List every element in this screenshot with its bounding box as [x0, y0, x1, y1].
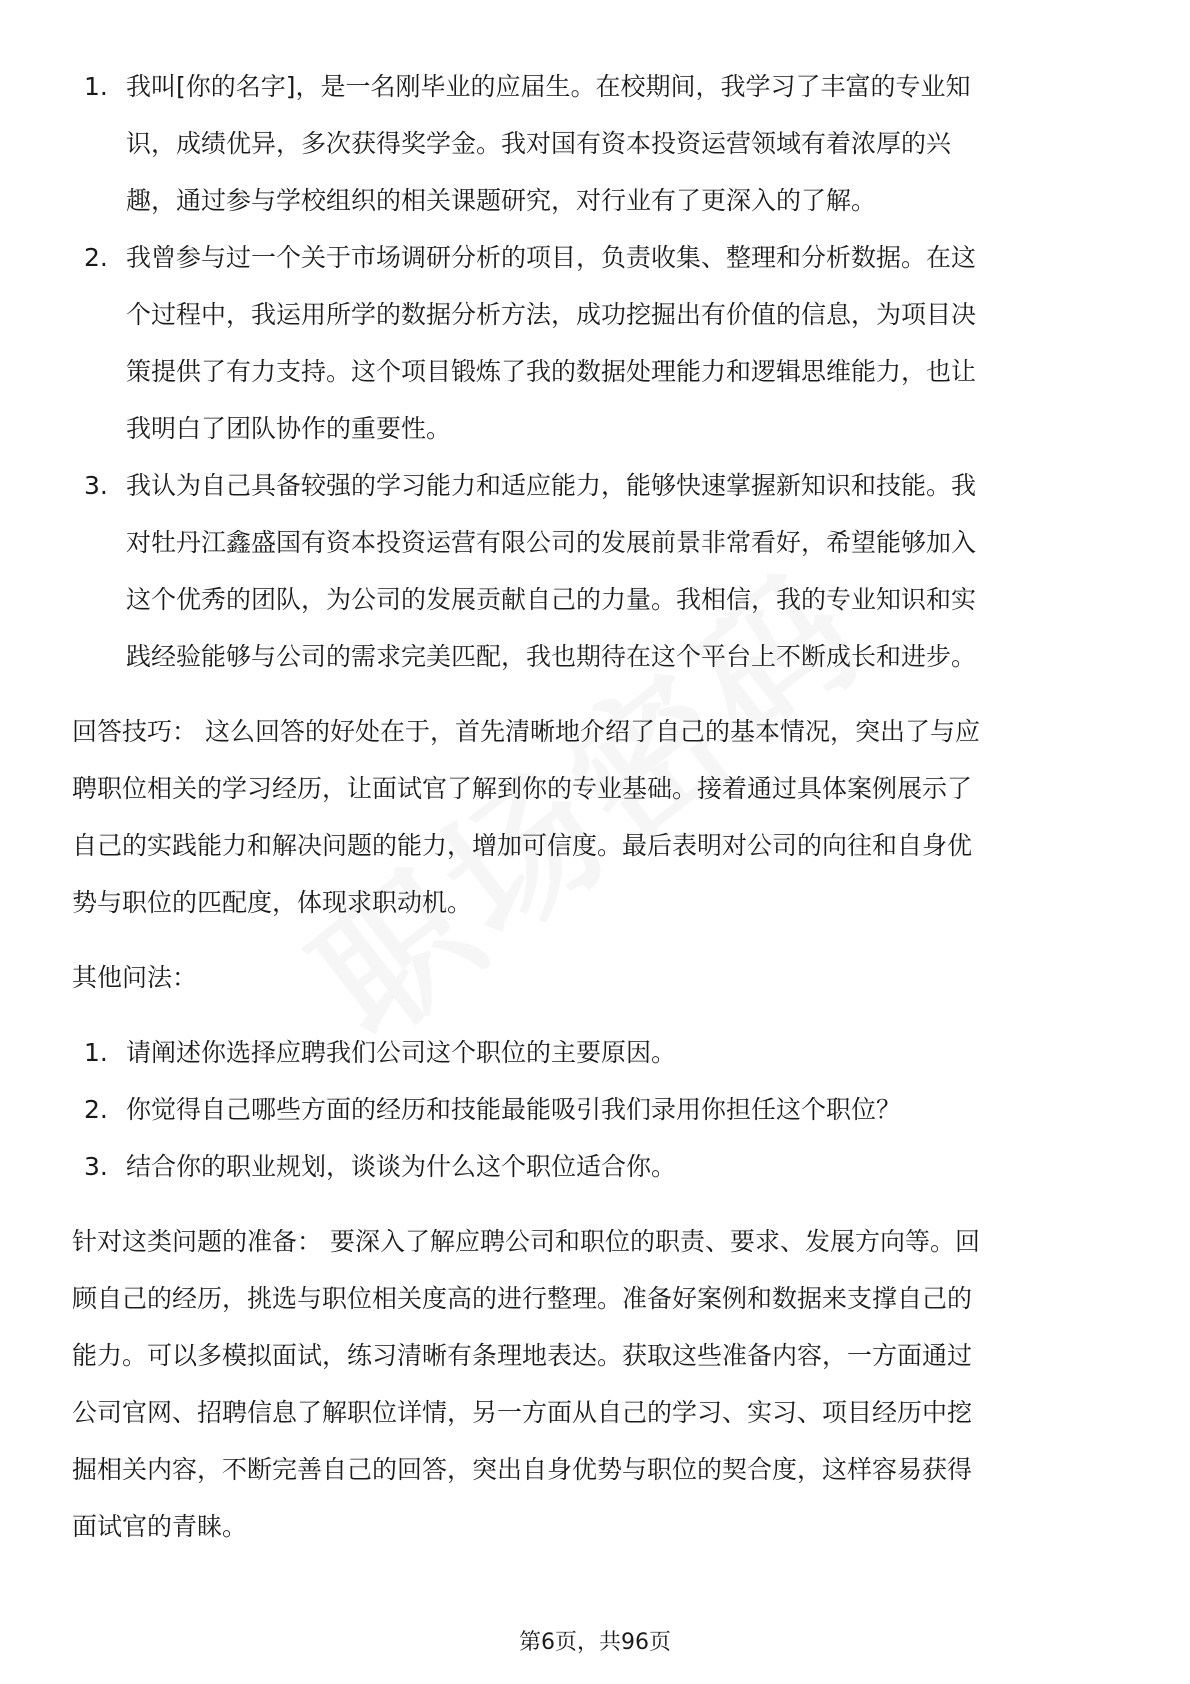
list-item: 3. 结合你的职业规划，谈谈为什么这个职位适合你。 [84, 1152, 677, 1181]
list-item: 2. 你觉得自己哪些方面的经历和技能最能吸引我们录用你担任这个职位？ [84, 1095, 902, 1124]
list-item: 2. 我曾参与过一个关于市场调研分析的项目，负责收集、整理和分析数据。在这 个过程中，我运用所学的数据分析方法，成功挖掘出有价值的信息，为项目决 策提供了有力支持。这个项目锻炼了我的数据处理能力和逻辑思维能力，也让 我明白了团队协作的重要性。 [84, 243, 977, 443]
preparation-advice: 针对这类问题的准备： 要深入了解应聘公司和职位的职责、要求、发展方向等。回 顾自己的经历，挑选与职位相关度高的进行整理。准备好案例和数据来支撑自己的 能力。可以多模拟面试，练习清晰有条理地表达。获取这些准备内容，一方面通过 公司官网、招聘信息了解职位详情，另一方面从自己的学习、实习、项目经历中挖 掘相关内容，不断完善自己的回答，突出自身优势与职位的契合度，这样容易获得 面试官的青睐。 [72, 1227, 980, 1541]
intro-answer-list [72, 58, 1122, 685]
other-questions-list [72, 1024, 1122, 1195]
document-content [72, 58, 1122, 1555]
page-number: 第6页，共96页 [519, 1630, 671, 1655]
list-item: 3. 我认为自己具备较强的学习能力和适应能力，能够快速掌握新知识和技能。我 对牡丹江鑫盛国有资本投资运营有限公司的发展前景非常看好，希望能够加入 这个优秀的团队，为公司的发展贡献自己的力量。我相信，我的专业知识和实 践经验能够与公司的需求完美匹配，我也期待在这个平台上不断成长和进步。 [84, 471, 977, 671]
answer-tips: 回答技巧： 这么回答的好处在于，首先清晰地介绍了自己的基本情况，突出了与应 聘职位相关的学习经历，让面试官了解到你的专业基础。接着通过具体案例展示了 自己的实践能力和解决问题的能力，增加可信度。最后表明对公司的向往和自身优 势与职位的匹配度，体现求职动机。 [72, 717, 980, 917]
other-questions-heading: 其他问法： [72, 963, 198, 992]
list-item: 1. 请阐述你选择应聘我们公司这个职位的主要原因。 [84, 1038, 677, 1067]
list-item: 1. 我叫[你的名字]，是一名刚毕业的应届生。在校期间，我学习了丰富的专业知 识，成绩优异，多次获得奖学金。我对国有资本投资运营领域有着浓厚的兴 趣，通过参与学校组织的相关课题研究，对行业有了更深入的了解。 [84, 72, 971, 215]
